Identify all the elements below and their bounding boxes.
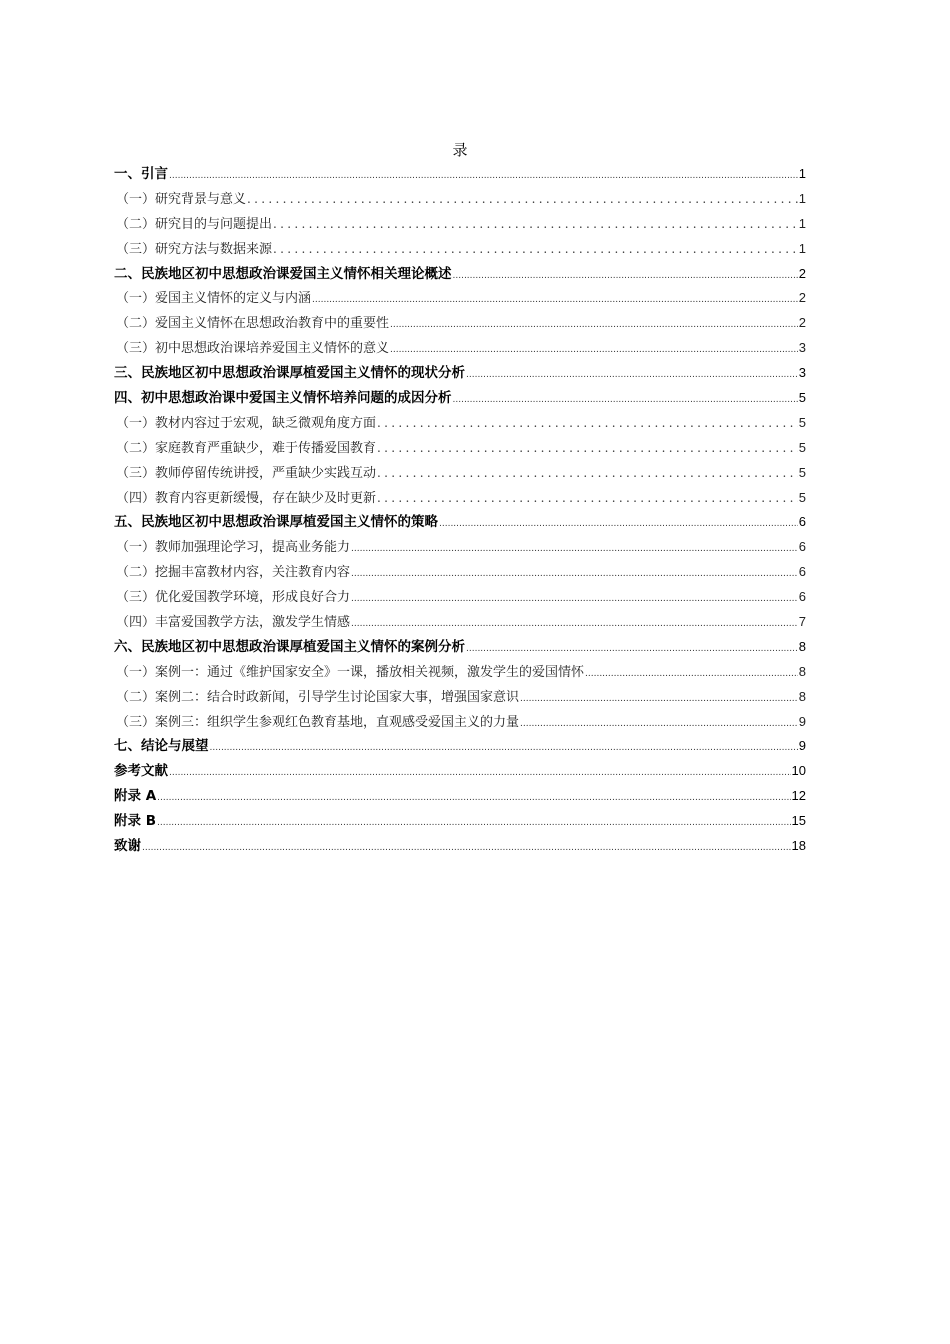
toc-entry-page: 6 (798, 589, 806, 605)
toc-entry[interactable] (114, 685, 806, 710)
dot-leader (439, 512, 798, 537)
dot-leader (390, 313, 798, 338)
toc-entry[interactable] (114, 361, 806, 386)
toc-entry-page: 3 (798, 340, 806, 356)
toc-entry[interactable] (114, 834, 806, 859)
toc-entry-page: 8 (798, 688, 806, 704)
toc-entry-page: 5 (798, 489, 806, 505)
dot-leader (157, 786, 790, 811)
toc-entry-page: 6 (798, 539, 806, 555)
toc-entry-label: （一）教材内容过于宏观，缺乏微观角度方面 (116, 415, 377, 431)
toc-title: 录 (452, 141, 468, 159)
toc-entry-label: （三）案例三：组织学生参观红色教育基地，直观感受爱国主义的力量 (116, 714, 520, 730)
toc-entry-label: 六、民族地区初中思想政治课厚植爱国主义情怀的案例分析 (114, 638, 465, 655)
toc-entry-page: 6 (798, 514, 806, 530)
toc-entry-label: （一）爱国主义情怀的定义与内涵 (116, 291, 312, 307)
toc-entry-page: 1 (798, 166, 806, 181)
toc-entry-label: 五、民族地区初中思想政治课厚植爱国主义情怀的策略 (114, 514, 438, 531)
dot-leader (453, 388, 798, 413)
dot-leader (210, 736, 798, 761)
toc-entry-label: 致谢 (114, 838, 141, 855)
toc-entry[interactable] (114, 759, 806, 784)
dot-leader (169, 164, 798, 189)
toc-entry-page: 2 (798, 315, 806, 331)
toc-entry-label: （二）挖掘丰富教材内容，关注教育内容 (116, 565, 351, 581)
dot-leader (351, 537, 798, 562)
toc-entry-label: （一）研究背景与意义 (116, 191, 247, 207)
toc-entry[interactable] (114, 560, 806, 585)
dot-leader (351, 612, 798, 637)
dot-leader (377, 461, 798, 486)
toc-entry[interactable] (114, 710, 806, 735)
toc-entry-label: 一、引言 (114, 166, 168, 182)
toc-entry-label: （四）丰富爱国教学方法，激发学生情感 (116, 615, 351, 631)
toc-entry-label: （二）案例二：结合时政新闻，引导学生讨论国家大事，增强国家意识 (116, 689, 520, 705)
toc-entry-page: 3 (798, 365, 806, 381)
toc-entry[interactable] (114, 336, 806, 361)
dot-leader (351, 562, 798, 587)
toc-entry-page: 5 (798, 439, 806, 455)
toc-entry-label: 三、民族地区初中思想政治课厚植爱国主义情怀的现状分析 (114, 365, 465, 382)
dot-leader (273, 212, 798, 237)
toc-entry-label: 七、结论与展望 (114, 738, 209, 755)
toc-entry-label: （三）教师停留传统讲授，严重缺少实践互动 (116, 465, 377, 481)
toc-entry[interactable] (114, 262, 806, 287)
toc-entry[interactable] (114, 510, 806, 535)
toc-entry-label: 附录 A (114, 788, 157, 805)
toc-entry-label: （四）教育内容更新缓慢，存在缺少及时更新 (116, 490, 377, 506)
toc-entry-page: 9 (798, 713, 806, 729)
dot-leader (585, 662, 798, 687)
toc-entry-page: 5 (798, 464, 806, 480)
toc-entry[interactable] (114, 734, 806, 759)
toc-entry-label: （二）家庭教育严重缺少，难于传播爱国教育 (116, 440, 377, 456)
toc-entry[interactable] (114, 411, 806, 436)
dot-leader (169, 761, 791, 786)
toc-entry-label: 参考文献 (114, 763, 168, 780)
toc-entry-page: 1 (798, 240, 806, 256)
dot-leader (247, 187, 798, 212)
toc-entry-page: 15 (791, 813, 806, 829)
toc-entry-page: 6 (798, 564, 806, 580)
toc-entry[interactable] (114, 809, 806, 834)
dot-leader (312, 288, 798, 313)
toc-entry[interactable] (114, 784, 806, 809)
toc-entry-page: 1 (798, 190, 806, 206)
dot-leader (157, 811, 791, 836)
toc-entry-label: 四、初中思想政治课中爱国主义情怀培养问题的成因分析 (114, 390, 452, 407)
toc-entry-label: （三）初中思想政治课培养爱国主义情怀的意义 (116, 341, 390, 357)
toc-entry-page: 12 (791, 788, 806, 804)
dot-leader (351, 587, 798, 612)
toc-entry-page: 5 (798, 390, 806, 406)
toc-entry-page: 5 (798, 414, 806, 430)
toc-entry-page: 2 (798, 290, 806, 306)
dot-leader (520, 687, 798, 712)
toc-entry-label: （一）案例一：通过《维护国家安全》一课，播放相关视频，激发学生的爱国情怀 (116, 664, 585, 680)
toc-entry[interactable] (114, 286, 806, 311)
toc-entry[interactable] (114, 212, 806, 237)
toc-entry-page: 18 (791, 838, 806, 854)
dot-leader (377, 411, 798, 436)
dot-leader (142, 836, 791, 861)
dot-leader (390, 338, 798, 363)
dot-leader (377, 486, 798, 511)
toc-entry-label: （三）优化爱国教学环境，形成良好合力 (116, 590, 351, 606)
toc-entry-page: 2 (798, 265, 806, 281)
toc-entry[interactable] (114, 610, 806, 635)
toc-entry[interactable] (114, 386, 806, 411)
toc-entry-label: 附录 B (114, 813, 156, 830)
toc-entry[interactable] (114, 660, 806, 685)
toc-entry-label: （三）研究方法与数据来源 (116, 241, 273, 257)
toc-entry[interactable] (114, 436, 806, 461)
toc-entry-label: （二）爱国主义情怀在思想政治教育中的重要性 (116, 316, 390, 332)
toc-entry-page: 10 (791, 763, 806, 779)
toc-entry[interactable] (114, 635, 806, 660)
dot-leader (453, 264, 798, 289)
toc-entry-page: 8 (798, 663, 806, 679)
toc-entry-page: 7 (798, 614, 806, 630)
toc-entry[interactable] (114, 585, 806, 610)
table-of-contents (114, 162, 806, 859)
toc-entry-label: （二）研究目的与问题提出 (116, 216, 273, 232)
toc-entry-label: （一）教师加强理论学习，提高业务能力 (116, 540, 351, 556)
toc-entry[interactable] (114, 311, 806, 336)
dot-leader (377, 436, 798, 461)
toc-entry-label: 二、民族地区初中思想政治课爱国主义情怀相关理论概述 (114, 265, 452, 282)
dot-leader (520, 712, 798, 737)
toc-entry[interactable] (114, 486, 806, 511)
toc-entry[interactable] (114, 187, 806, 212)
toc-entry-page: 1 (798, 215, 806, 231)
toc-entry[interactable] (114, 535, 806, 560)
toc-entry[interactable] (114, 237, 806, 262)
dot-leader (273, 237, 798, 262)
toc-entry-page: 9 (798, 738, 806, 754)
dot-leader (466, 363, 798, 388)
toc-entry-page: 8 (798, 638, 806, 654)
dot-leader (466, 637, 798, 662)
toc-entry[interactable] (114, 461, 806, 486)
toc-entry[interactable] (114, 162, 806, 187)
